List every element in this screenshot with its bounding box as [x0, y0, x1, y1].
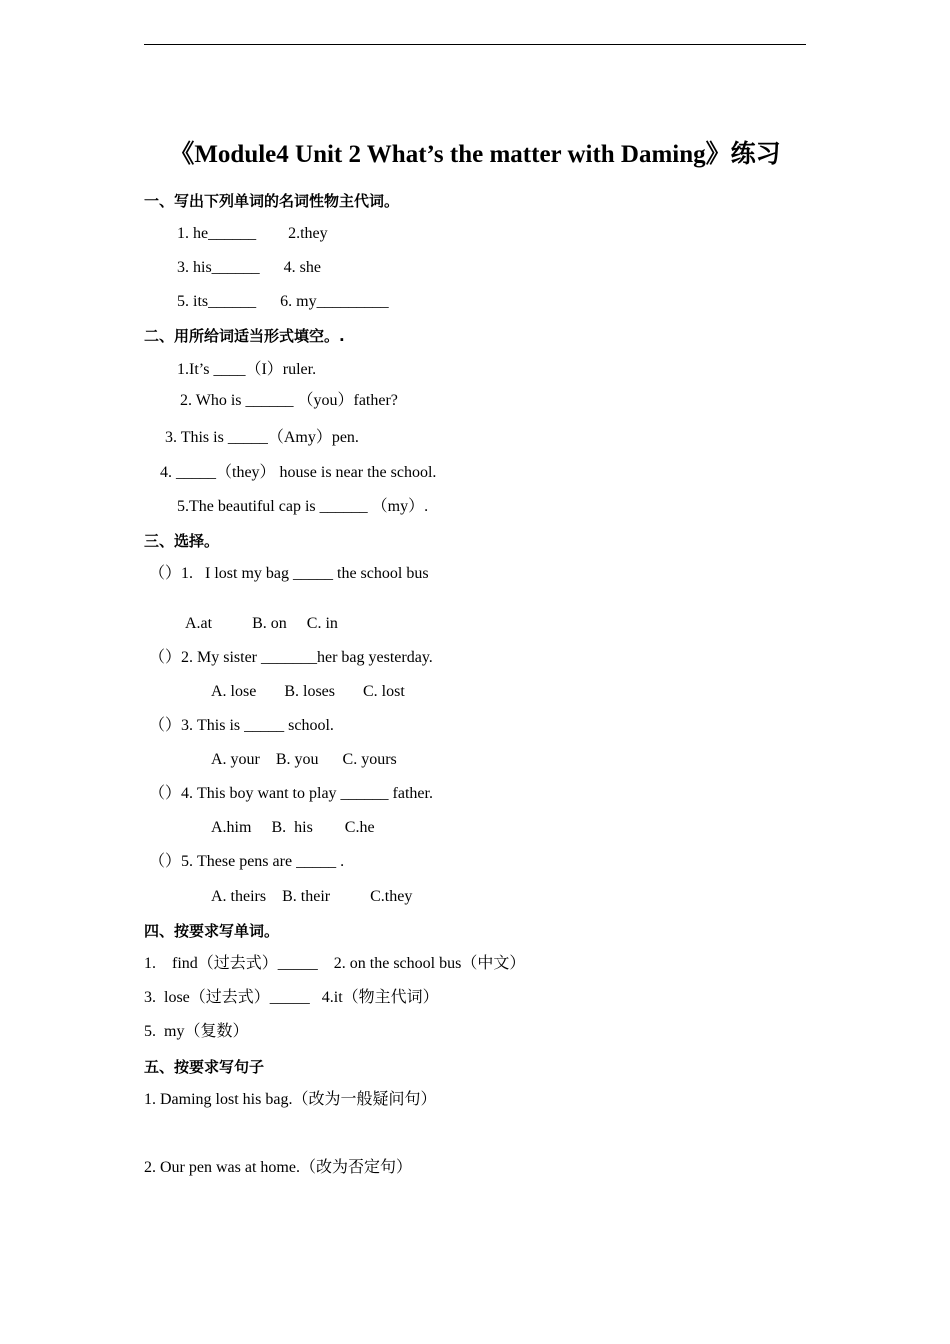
section3-heading: 三、选择。	[144, 532, 220, 550]
section5-line: 2. Our pen was at home.（改为否定句）	[144, 1159, 412, 1176]
section2-line: 4. _____（they） house is near the school.	[160, 464, 437, 481]
section2-line: 1.It’s ____（I）ruler.	[177, 361, 317, 378]
section5-heading: 五、按要求写句子	[144, 1058, 265, 1076]
section4-line: 5. my（复数）	[144, 1023, 249, 1040]
section4-line: 1. find（过去式）_____ 2. on the school bus（中文）	[144, 955, 526, 972]
section2-line: 5.The beautiful cap is ______ （my）.	[177, 498, 429, 515]
options-3: A. your B. you C. yours	[211, 751, 397, 768]
question-5: （）5. These pens are _____ .	[149, 853, 345, 870]
section1-heading: 一、写出下列单词的名词性物主代词。	[144, 192, 400, 210]
options-1: A.at B. on C. in	[185, 615, 338, 632]
section1-line: 3. his______ 4. she	[177, 259, 321, 276]
page-title: 《Module4 Unit 2 What’s the matter with Daming》练习	[169, 141, 781, 168]
section1-line: 1. he______ 2.they	[177, 225, 328, 242]
question-1: （）1. I lost my bag _____ the school bus	[149, 565, 429, 582]
question-3: （）3. This is _____ school.	[149, 717, 334, 734]
header-rule	[144, 44, 806, 45]
section5-line: 1. Daming lost his bag.（改为一般疑问句）	[144, 1091, 437, 1108]
question-4: （）4. This boy want to play ______ father.	[149, 785, 433, 802]
section2-line: 3. This is _____（Amy）pen.	[165, 429, 359, 446]
options-2: A. lose B. loses C. lost	[211, 683, 405, 700]
question-2: （）2. My sister _______her bag yesterday.	[149, 649, 433, 666]
options-5: A. theirs B. their C.they	[211, 888, 413, 905]
section2-heading: 二、用所给词适当形式填空。.	[144, 327, 345, 345]
options-4: A.him B. his C.he	[211, 819, 375, 836]
section4-heading: 四、按要求写单词。	[144, 922, 280, 940]
section1-line: 5. its______ 6. my_________	[177, 293, 389, 310]
section2-line: 2. Who is ______ （you）father?	[180, 392, 398, 409]
section4-line: 3. lose（过去式）_____ 4.it（物主代词）	[144, 989, 439, 1006]
